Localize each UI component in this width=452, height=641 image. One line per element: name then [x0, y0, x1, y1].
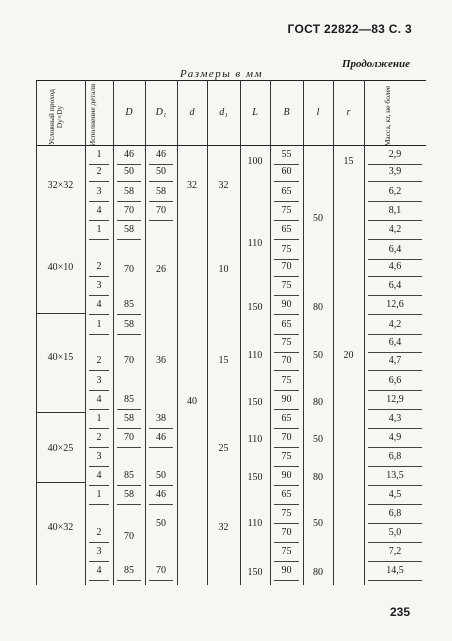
row-rule	[274, 370, 299, 371]
cell-exec: 1	[96, 224, 102, 235]
group-name: 40×32	[47, 522, 74, 533]
cell-mass: 13,5	[386, 470, 404, 481]
cell-D: 46	[124, 149, 134, 160]
cell-B: 90	[281, 299, 292, 310]
cell-exec: 4	[96, 470, 102, 481]
cell-D: 58	[124, 413, 134, 424]
row-rule	[368, 466, 422, 467]
row-rule	[274, 580, 299, 581]
l-value: 80	[313, 567, 323, 578]
row-rule	[368, 239, 422, 240]
l-value: 50	[313, 350, 323, 361]
row-rule	[89, 542, 109, 543]
cell-exec: 3	[96, 375, 102, 386]
row-rule	[274, 428, 299, 429]
cell-mass: 4,3	[388, 413, 402, 424]
r-value: 15	[343, 156, 354, 167]
cell-D1: 70	[156, 565, 166, 576]
row-rule	[89, 181, 109, 182]
d-value: 40	[187, 396, 197, 407]
cell-mass: 7,2	[388, 546, 402, 557]
continuation-label: Продолжение	[341, 58, 410, 70]
cell-D1: 46	[156, 489, 166, 500]
cell-mass: 6,8	[388, 508, 402, 519]
row-rule	[89, 390, 109, 391]
row-rule	[368, 334, 422, 335]
row-rule	[368, 390, 422, 391]
row-rule	[117, 485, 141, 486]
cell-mass: 6,2	[388, 186, 402, 197]
L-value: 150	[247, 397, 263, 408]
cell-B: 55	[281, 149, 292, 160]
row-rule	[274, 164, 299, 165]
d1-value: 32	[218, 522, 229, 533]
cell-B: 70	[281, 355, 292, 366]
row-rule	[117, 239, 141, 240]
cell-exec: 4	[96, 394, 102, 405]
cell-B: 75	[281, 337, 292, 348]
row-rule	[117, 314, 141, 315]
D-value: 70	[124, 531, 134, 542]
cell-mass: 6,4	[388, 280, 402, 291]
row-rule	[274, 561, 299, 562]
col-rule	[177, 80, 178, 585]
cell-mass: 4,2	[388, 319, 402, 330]
cell-B: 75	[281, 244, 292, 255]
row-rule	[149, 485, 173, 486]
cell-exec: 3	[96, 280, 102, 291]
row-rule	[149, 428, 173, 429]
row-rule	[89, 485, 109, 486]
cell-exec: 3	[96, 546, 102, 557]
group-name: 40×15	[47, 352, 74, 363]
row-rule	[89, 580, 109, 581]
cell-mass: 6,4	[388, 244, 402, 255]
L-value: 110	[247, 350, 263, 361]
cell-D: 85	[124, 394, 134, 405]
group-rule	[36, 313, 85, 314]
cell-mass: 2,9	[388, 149, 402, 160]
cell-D: 70	[124, 432, 134, 443]
cell-B: 90	[281, 394, 292, 405]
d-value: 32	[187, 180, 197, 191]
row-rule	[89, 239, 109, 240]
row-rule	[117, 201, 141, 202]
row-rule	[368, 485, 422, 486]
row-rule	[368, 523, 422, 524]
cell-mass: 4,6	[388, 261, 402, 272]
dimensions-caption: Размеры в мм	[180, 68, 263, 80]
row-rule	[368, 504, 422, 505]
row-rule	[368, 181, 422, 182]
cell-D1: 58	[156, 186, 166, 197]
row-rule	[149, 580, 173, 581]
row-rule	[149, 181, 173, 182]
row-rule	[117, 164, 141, 165]
row-rule	[89, 447, 109, 448]
cell-exec: 2	[96, 432, 102, 443]
row-rule	[274, 201, 299, 202]
row-rule	[368, 276, 422, 277]
cell-B: 75	[281, 205, 292, 216]
cell-D: 50	[124, 166, 134, 177]
D-value: 70	[124, 264, 134, 275]
l-value: 80	[313, 302, 323, 313]
cell-B: 70	[281, 432, 292, 443]
cell-B: 75	[281, 546, 292, 557]
row-rule	[89, 370, 109, 371]
row-rule	[274, 390, 299, 391]
cell-exec: 1	[96, 413, 102, 424]
page-number: 235	[389, 605, 410, 619]
cell-D1: 46	[156, 149, 166, 160]
row-rule	[89, 504, 109, 505]
row-rule	[274, 352, 299, 353]
cell-B: 65	[281, 413, 292, 424]
row-rule	[117, 220, 141, 221]
cell-exec: 2	[96, 261, 102, 272]
cell-D: 58	[124, 319, 134, 330]
cell-D1: 50	[156, 166, 166, 177]
cell-mass: 4,2	[388, 224, 402, 235]
cell-exec: 4	[96, 205, 102, 216]
l-value: 80	[313, 397, 323, 408]
row-rule	[149, 447, 173, 448]
row-rule	[368, 201, 422, 202]
row-rule	[89, 276, 109, 277]
row-rule	[117, 409, 141, 410]
row-rule	[89, 409, 109, 410]
cell-mass: 3,9	[388, 166, 402, 177]
cell-B: 70	[281, 527, 292, 538]
D1-value: 36	[156, 355, 166, 366]
cell-D1: 46	[156, 432, 166, 443]
cell-mass: 6,4	[388, 337, 402, 348]
d1-value: 15	[218, 355, 229, 366]
cell-D: 58	[124, 186, 134, 197]
cell-D: 58	[124, 224, 134, 235]
row-rule	[368, 409, 422, 410]
row-rule	[117, 580, 141, 581]
L-value: 110	[247, 518, 263, 529]
row-rule	[89, 220, 109, 221]
row-rule	[89, 314, 109, 315]
row-rule	[368, 259, 422, 260]
cell-exec: 3	[96, 451, 102, 462]
d1-value: 10	[218, 264, 229, 275]
cell-exec: 2	[96, 166, 102, 177]
D1-value: 26	[156, 264, 166, 275]
group-name: 40×10	[47, 262, 74, 273]
cell-exec: 2	[96, 527, 102, 538]
header-L: L	[252, 107, 258, 118]
cell-B: 70	[281, 261, 292, 272]
row-rule	[368, 164, 422, 165]
row-rule	[89, 466, 109, 467]
cell-exec: 2	[96, 355, 102, 366]
l-value: 50	[313, 434, 323, 445]
cell-D: 85	[124, 565, 134, 576]
header-r: r	[346, 107, 351, 118]
row-rule	[368, 428, 422, 429]
row-rule	[89, 295, 109, 296]
d1-value: 32	[218, 180, 229, 191]
row-rule	[117, 504, 141, 505]
l-value: 50	[313, 213, 323, 224]
cell-mass: 4,7	[388, 355, 402, 366]
L-value: 150	[247, 472, 263, 483]
cell-B: 75	[281, 451, 292, 462]
col-rule	[207, 80, 208, 585]
row-rule	[89, 561, 109, 562]
group-name: 32×32	[47, 180, 74, 191]
row-rule	[274, 276, 299, 277]
cell-D: 85	[124, 299, 134, 310]
header-cond: Условный проход Dy×Dy	[47, 89, 64, 145]
row-rule	[274, 447, 299, 448]
row-rule	[274, 334, 299, 335]
row-rule	[274, 409, 299, 410]
cell-mass: 6,6	[388, 375, 402, 386]
header-D: D	[125, 107, 133, 118]
cell-mass: 14,5	[386, 565, 404, 576]
cell-exec: 1	[96, 149, 102, 160]
cell-D1: 70	[156, 205, 166, 216]
cell-B: 75	[281, 375, 292, 386]
cell-D: 70	[124, 205, 134, 216]
row-rule	[274, 220, 299, 221]
cell-D: 85	[124, 470, 134, 481]
row-rule	[274, 239, 299, 240]
cell-D1: 38	[156, 413, 166, 424]
row-rule	[368, 370, 422, 371]
header-l: l	[316, 107, 320, 118]
cell-B: 65	[281, 489, 292, 500]
L-value: 110	[247, 434, 263, 445]
row-rule	[368, 542, 422, 543]
row-rule	[368, 220, 422, 221]
cell-B: 90	[281, 470, 292, 481]
col-rule	[36, 80, 37, 585]
row-rule	[274, 295, 299, 296]
cell-B: 75	[281, 280, 292, 291]
cell-D: 58	[124, 489, 134, 500]
l-value: 80	[313, 472, 323, 483]
group-rule	[36, 412, 85, 413]
cell-mass: 12,6	[386, 299, 404, 310]
row-rule	[149, 164, 173, 165]
cell-B: 90	[281, 565, 292, 576]
cell-exec: 1	[96, 489, 102, 500]
cell-mass: 6,8	[388, 451, 402, 462]
cell-mass: 12,9	[386, 394, 404, 405]
row-rule	[89, 334, 109, 335]
row-rule	[274, 259, 299, 260]
cell-B: 65	[281, 319, 292, 330]
row-rule	[368, 314, 422, 315]
D1-value: 50	[156, 518, 166, 529]
group-rule	[36, 482, 85, 483]
row-rule	[274, 504, 299, 505]
row-rule	[89, 428, 109, 429]
d1-value: 25	[218, 443, 229, 454]
row-rule	[368, 447, 422, 448]
D-value: 70	[124, 355, 134, 366]
cell-mass: 8,1	[388, 205, 402, 216]
cell-mass: 4,9	[388, 432, 402, 443]
row-rule	[89, 164, 109, 165]
row-rule	[149, 220, 173, 221]
L-value: 150	[247, 567, 263, 578]
row-rule	[274, 314, 299, 315]
row-rule	[117, 447, 141, 448]
L-value: 150	[247, 302, 263, 313]
cell-mass: 4,5	[388, 489, 402, 500]
cell-exec: 1	[96, 319, 102, 330]
cell-exec: 4	[96, 565, 102, 576]
L-value: 100	[247, 156, 263, 167]
cell-B: 75	[281, 508, 292, 519]
row-rule	[368, 580, 422, 581]
row-rule	[368, 561, 422, 562]
cell-exec: 3	[96, 186, 102, 197]
cell-B: 65	[281, 224, 292, 235]
row-rule	[274, 466, 299, 467]
header-d: d	[189, 107, 195, 118]
row-rule	[117, 334, 141, 335]
header-d1: d₁	[219, 107, 228, 118]
header-mass: Масса, кг, не более	[383, 85, 392, 147]
row-rule	[368, 295, 422, 296]
cell-B: 65	[281, 186, 292, 197]
col-rule	[303, 80, 304, 585]
row-rule	[274, 523, 299, 524]
l-value: 50	[313, 518, 323, 529]
header-exec: Исполнение детали	[88, 83, 97, 147]
row-rule	[117, 428, 141, 429]
cell-B: 60	[281, 166, 292, 177]
row-rule	[117, 181, 141, 182]
row-rule	[274, 485, 299, 486]
L-value: 110	[247, 238, 263, 249]
row-rule	[149, 504, 173, 505]
standard-header: ГОСТ 22822—83 С. 3	[287, 22, 412, 36]
row-rule	[368, 352, 422, 353]
r-value: 20	[343, 350, 354, 361]
row-rule	[274, 181, 299, 182]
cell-exec: 4	[96, 299, 102, 310]
group-name: 40×25	[47, 443, 74, 454]
header-D1: D₁	[155, 107, 167, 118]
row-rule	[274, 542, 299, 543]
cell-D1: 50	[156, 470, 166, 481]
row-rule	[149, 201, 173, 202]
row-rule	[89, 201, 109, 202]
cell-mass: 5,0	[388, 527, 402, 538]
header-B: B	[283, 107, 290, 118]
